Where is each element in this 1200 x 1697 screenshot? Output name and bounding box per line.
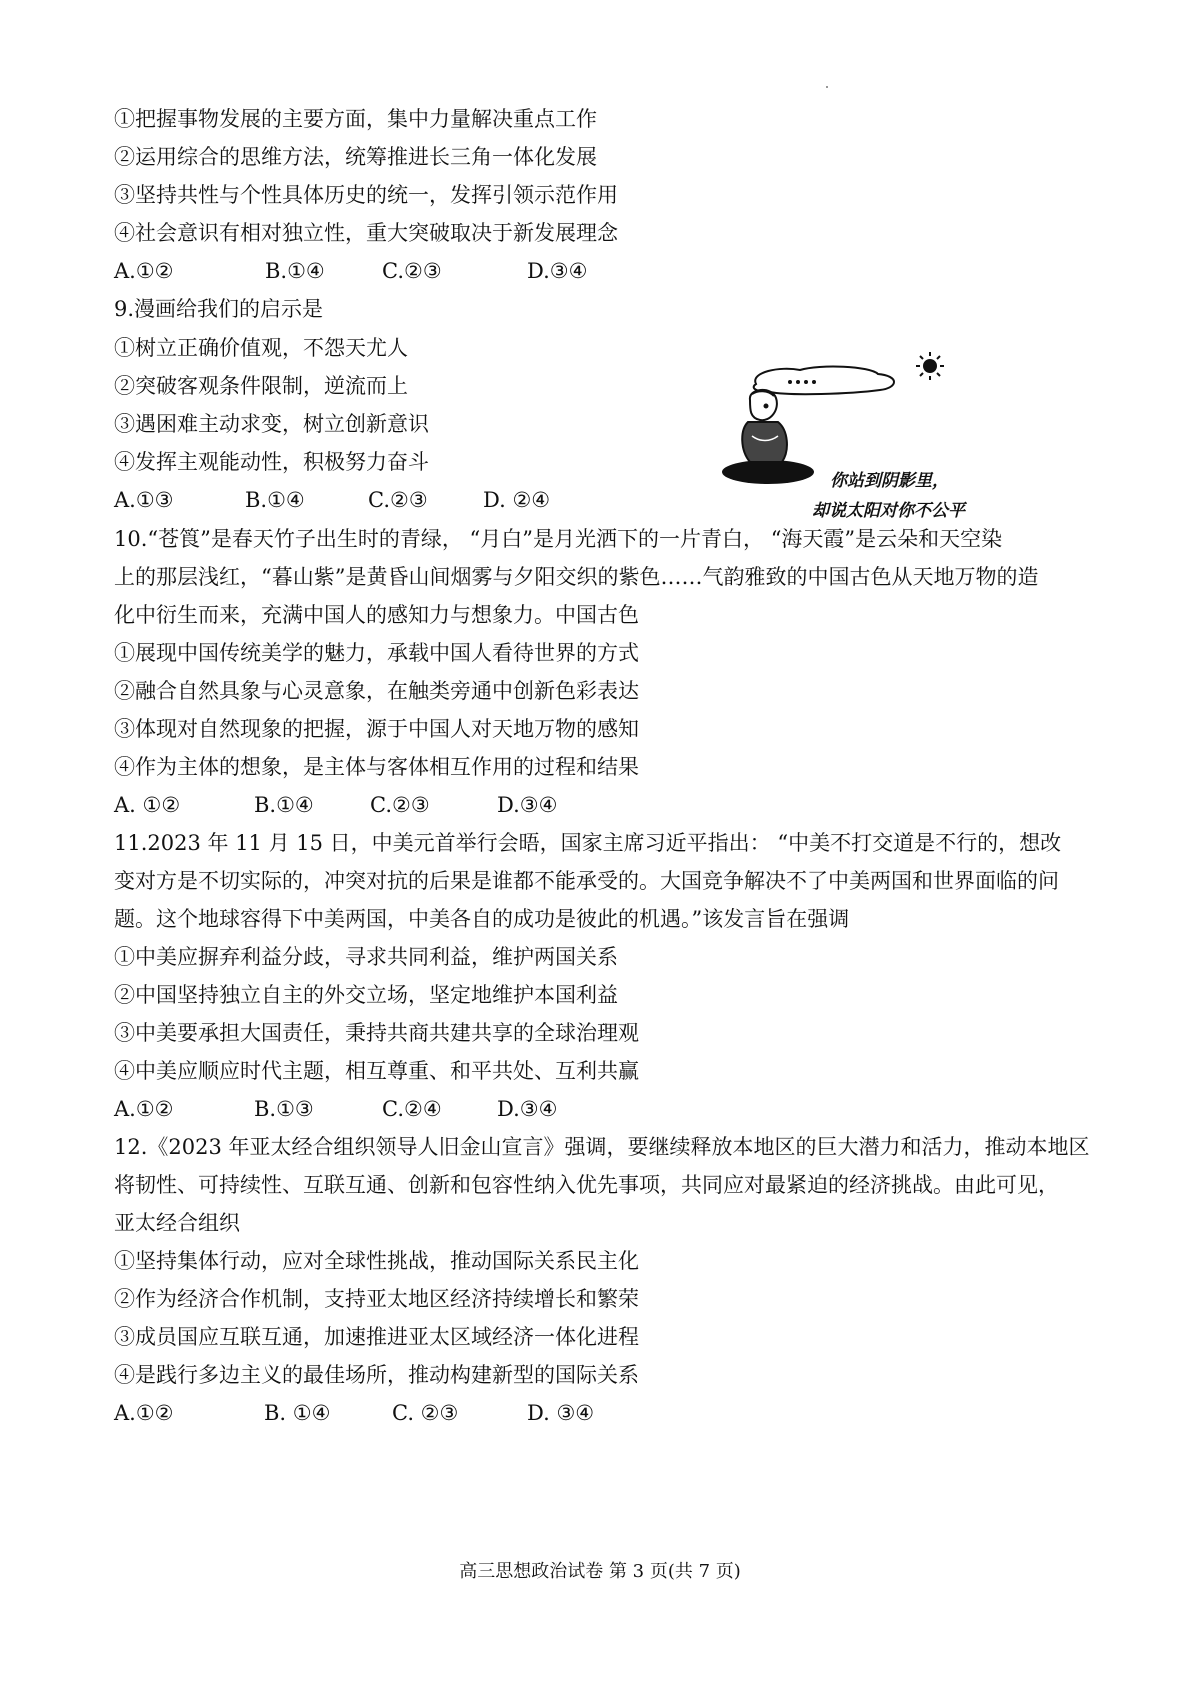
q11-stem-line3: 题。这个地球容得下中美两国，中美各自的成功是彼此的机遇。”该发言旨在强调 bbox=[114, 907, 850, 931]
q11-option-1: ①中美应摒弃利益分歧，寻求共同利益，维护两国关系 bbox=[114, 945, 618, 969]
q11-option-4: ④中美应顺应时代主题，相互尊重、和平共处、互利共赢 bbox=[114, 1059, 639, 1083]
q11-stem-line1: 11.2023 年 11 月 15 日，中美元首举行会晤，国家主席习近平指出： “中美不打交道是不行的，想改 bbox=[114, 831, 1062, 855]
q8-option-2: ②运用综合的思维方法，统筹推进长三角一体化发展 bbox=[114, 145, 597, 169]
q8-choice-a: A.①② bbox=[114, 259, 174, 283]
standing-figure bbox=[742, 390, 787, 470]
q11-choice-c: C.②④ bbox=[382, 1097, 442, 1121]
cartoon-caption-line1: 你站到阴影里， bbox=[830, 471, 949, 491]
cloud-shape bbox=[754, 367, 894, 395]
q9-choice-d: D. ②④ bbox=[483, 488, 551, 512]
q9-option-1: ①树立正确价值观，不怨天尤人 bbox=[114, 336, 408, 360]
q10-option-4: ④作为主体的想象，是主体与客体相互作用的过程和结果 bbox=[114, 755, 639, 779]
scan-speck bbox=[826, 86, 828, 88]
q12-stem-line2: 将韧性、可持续性、互联互通、创新和包容性纳入优先事项，共同应对最紧迫的经济挑战。由此可见， bbox=[114, 1173, 1059, 1197]
q9-choice-c: C.②③ bbox=[368, 488, 428, 512]
q9-choice-b: B.①④ bbox=[245, 488, 305, 512]
q12-option-2: ②作为经济合作机制，支持亚太地区经济持续增长和繁荣 bbox=[114, 1287, 639, 1311]
q8-choice-b: B.①④ bbox=[265, 259, 325, 283]
q11-choice-b: B.①③ bbox=[254, 1097, 314, 1121]
q12-option-1: ①坚持集体行动，应对全球性挑战，推动国际关系民主化 bbox=[114, 1249, 639, 1273]
q8-option-1: ①把握事物发展的主要方面，集中力量解决重点工作 bbox=[114, 107, 597, 131]
q10-option-2: ②融合自然具象与心灵意象，在触类旁通中创新色彩表达 bbox=[114, 679, 639, 703]
q10-stem-line1: 10.“苍筤”是春天竹子出生时的青绿， “月白”是月光洒下的一片青白， “海天霞”是云朵和天空染 bbox=[114, 527, 1003, 551]
q10-choice-b: B.①④ bbox=[254, 793, 314, 817]
q10-stem-line2: 上的那层浅红，“暮山紫”是黄昏山间烟雾与夕阳交织的紫色……气韵雅致的中国古色从天地万物的造 bbox=[114, 565, 1039, 589]
q9-option-3: ③遇困难主动求变，树立创新意识 bbox=[114, 412, 429, 436]
q10-option-1: ①展现中国传统美学的魅力，承载中国人看待世界的方式 bbox=[114, 641, 639, 665]
q12-stem-line1: 12.《2023 年亚太经合组织领导人旧金山宣言》强调，要继续释放本地区的巨大潜力和活力，推动本地区 bbox=[114, 1135, 1090, 1159]
q9-option-4: ④发挥主观能动性，积极努力奋斗 bbox=[114, 450, 429, 474]
q10-stem-line3: 化中衍生而来，充满中国人的感知力与想象力。中国古色 bbox=[114, 603, 639, 627]
q9-choice-a: A.①③ bbox=[114, 488, 174, 512]
q10-choice-c: C.②③ bbox=[370, 793, 430, 817]
q10-option-3: ③体现对自然现象的把握，源于中国人对天地万物的感知 bbox=[114, 717, 639, 741]
sun-icon bbox=[916, 352, 944, 380]
q10-choice-d: D.③④ bbox=[497, 793, 558, 817]
q12-stem-line3: 亚太经合组织 bbox=[114, 1211, 240, 1235]
q8-choice-d: D.③④ bbox=[527, 259, 588, 283]
q11-choice-a: A.①② bbox=[114, 1097, 174, 1121]
q8-choice-c: C.②③ bbox=[382, 259, 442, 283]
page-footer: 高三思想政治试卷 第 3 页(共 7 页) bbox=[459, 1561, 741, 1582]
q12-option-4: ④是践行多边主义的最佳场所，推动构建新型的国际关系 bbox=[114, 1363, 639, 1387]
q9-option-2: ②突破客观条件限制，逆流而上 bbox=[114, 374, 408, 398]
q11-stem-line2: 变对方是不切实际的，冲突对抗的后果是谁都不能承受的。大国竞争解决不了中美两国和世界面临的问 bbox=[114, 869, 1059, 893]
q9-stem: 9.漫画给我们的启示是 bbox=[114, 297, 324, 321]
q12-option-3: ③成员国应互联互通，加速推进亚太区域经济一体化进程 bbox=[114, 1325, 639, 1349]
q11-option-3: ③中美要承担大国责任，秉持共商共建共享的全球治理观 bbox=[114, 1021, 639, 1045]
cartoon-caption-line2: 却说太阳对你不公平 bbox=[812, 501, 965, 521]
q11-choice-d: D.③④ bbox=[497, 1097, 558, 1121]
q12-choice-b: B. ①④ bbox=[264, 1401, 331, 1425]
q12-choice-a: A.①② bbox=[114, 1401, 174, 1425]
cartoon-illustration bbox=[720, 350, 980, 530]
q11-option-2: ②中国坚持独立自主的外交立场，坚定地维护本国利益 bbox=[114, 983, 618, 1007]
q10-choice-a: A. ①② bbox=[114, 793, 181, 817]
q8-option-3: ③坚持共性与个性具体历史的统一，发挥引领示范作用 bbox=[114, 183, 618, 207]
q12-choice-d: D. ③④ bbox=[527, 1401, 595, 1425]
q12-choice-c: C. ②③ bbox=[392, 1401, 459, 1425]
shadow-pool bbox=[722, 460, 814, 484]
q8-option-4: ④社会意识有相对独立性，重大突破取决于新发展理念 bbox=[114, 221, 618, 245]
